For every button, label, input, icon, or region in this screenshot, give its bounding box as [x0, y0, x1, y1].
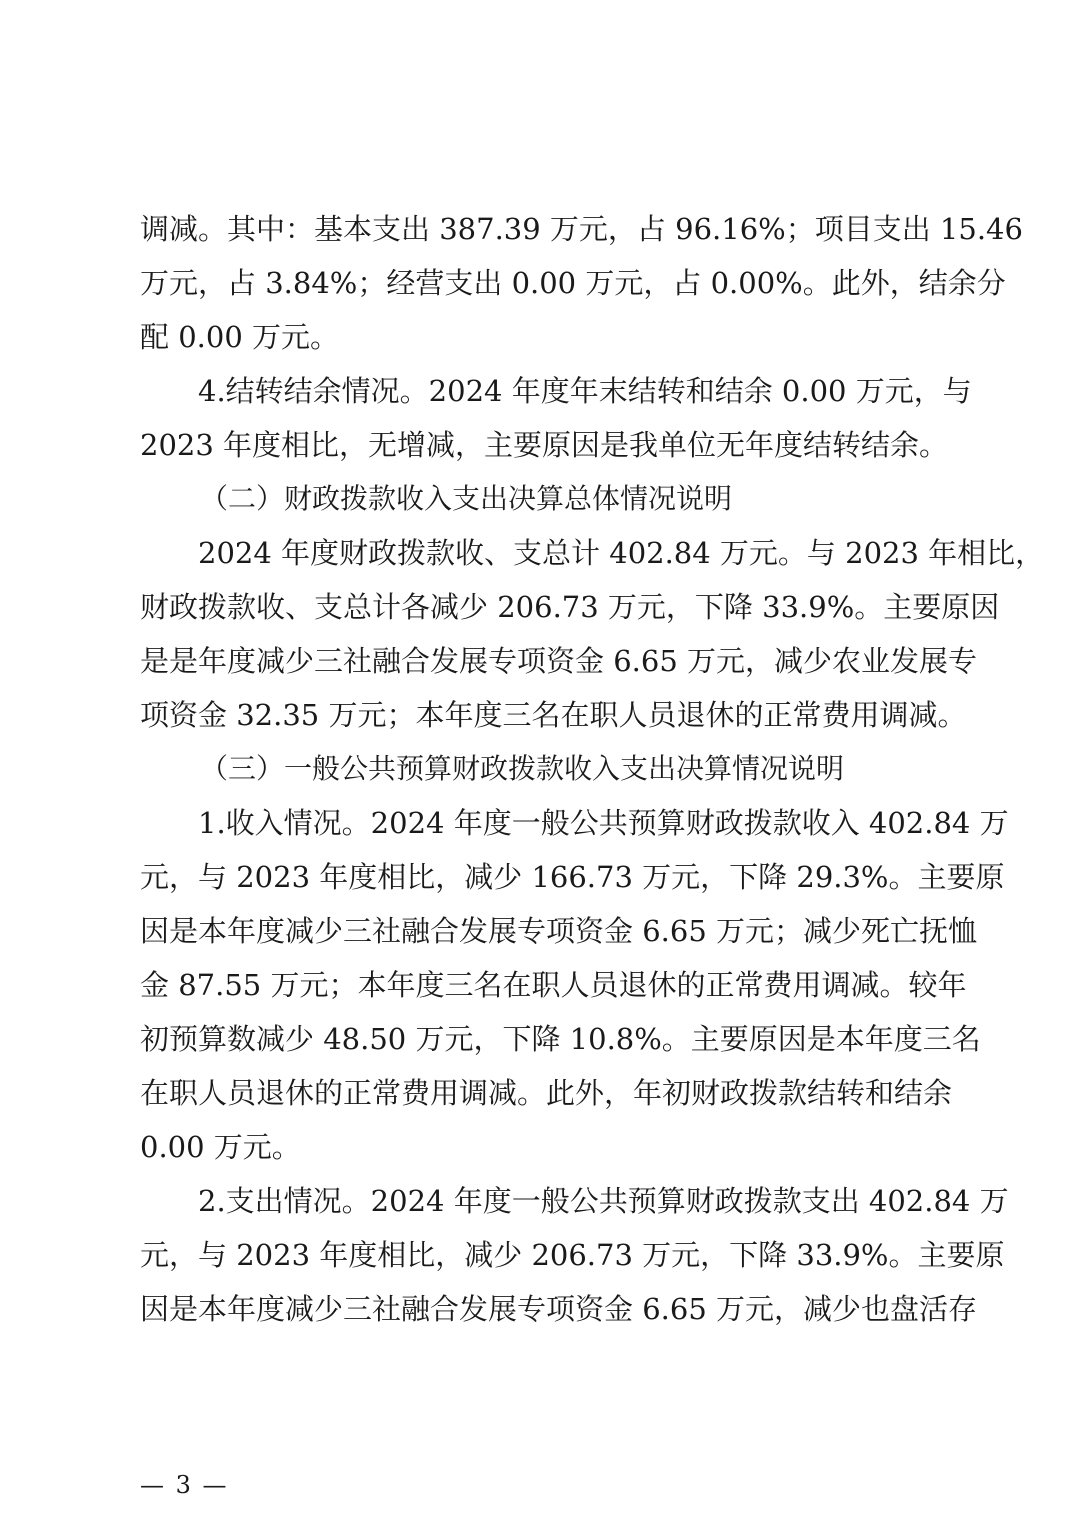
text-line: 2023 年度相比，无增减，主要原因是我单位无年度结转结余。 — [140, 428, 949, 462]
text-line: 2.支出情况。2024 年度一般公共预算财政拨款支出 402.84 万 — [198, 1184, 1009, 1218]
text-line: 0.00 万元。 — [140, 1130, 301, 1164]
text-line: 1.收入情况。2024 年度一般公共预算财政拨款收入 402.84 万 — [198, 806, 1009, 840]
text-line: 元，与 2023 年度相比，减少 206.73 万元，下降 33.9%。主要原 — [140, 1238, 1005, 1272]
section-heading: （二）财政拨款收入支出决算总体情况说明 — [200, 482, 733, 515]
text-line: 财政拨款收、支总计各减少 206.73 万元，下降 33.9%。主要原因 — [140, 590, 1000, 624]
text-line: 初预算数减少 48.50 万元，下降 10.8%。主要原因是本年度三名 — [140, 1022, 981, 1056]
text-line: 配 0.00 万元。 — [140, 320, 340, 354]
text-line: 2024 年度财政拨款收、支总计 402.84 万元。与 2023 年相比， — [198, 536, 1045, 570]
page-number: — 3 — — [140, 1471, 229, 1499]
text-line: 调减。其中：基本支出 387.39 万元，占 96.16%；项目支出 15.46 — [140, 212, 1023, 246]
text-line: 因是本年度减少三社融合发展专项资金 6.65 万元，减少也盘活存 — [140, 1292, 978, 1326]
text-line: 万元，占 3.84%；经营支出 0.00 万元，占 0.00%。此外，结余分 — [140, 266, 1006, 300]
text-line: 是是年度减少三社融合发展专项资金 6.65 万元，减少农业发展专 — [140, 644, 978, 678]
text-line: 元，与 2023 年度相比，减少 166.73 万元，下降 29.3%。主要原 — [140, 860, 1005, 894]
text-line: 金 87.55 万元；本年度三名在职人员退休的正常费用调减。较年 — [140, 968, 967, 1002]
text-line: 在职人员退休的正常费用调减。此外，年初财政拨款结转和结余 — [140, 1076, 953, 1110]
text-line: 4.结转结余情况。2024 年度年末结转和结余 0.00 万元，与 — [198, 374, 972, 408]
text-line: 因是本年度减少三社融合发展专项资金 6.65 万元；减少死亡抚恤 — [140, 914, 978, 948]
section-heading: （三）一般公共预算财政拨款收入支出决算情况说明 — [200, 752, 845, 785]
text-line: 项资金 32.35 万元；本年度三名在职人员退休的正常费用调减。 — [140, 698, 967, 732]
